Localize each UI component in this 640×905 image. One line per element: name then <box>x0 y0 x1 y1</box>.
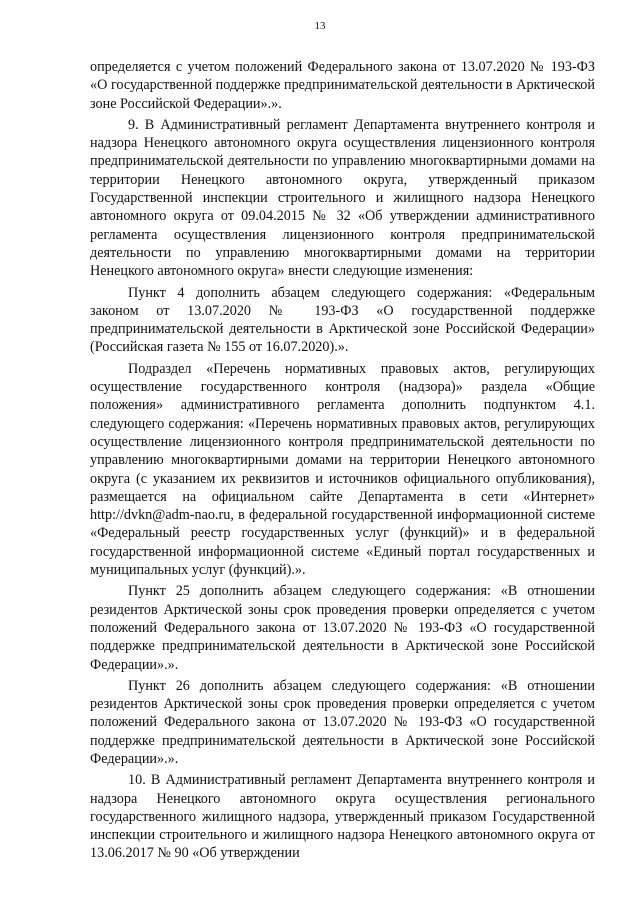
page-number: 13 <box>314 20 326 32</box>
paragraph-podrazdel: Подраздел «Перечень нормативных правовых актов, регулирующих осуществление государственного контроля (надзора)» раздела «Общие положения» административного регламента дополнить подпунктом 4.1. следующего содержания: «Перечень нормативных правовых актов, регулирующих осуществление лицензионного контроля предпринимательской деятельности по управлению многоквартирными домами на территории Ненецкого автономного округа (с указанием их реквизитов и источников официального опубликования), размещается на официальном сайте Департамента в сети «Интернет» http://dvkn@adm-nao.ru, в федеральной государственной информационной системе «Федеральный реестр государственных услуг (функций)» и в федеральной государственной информационной системе «Единый портал государственных и муниципальных услуг (функций).». <box>90 360 595 579</box>
paragraph-continuation: определяется с учетом положений Федерального закона от 13.07.2020 № 193-ФЗ «О государственной поддержке предпринимательской деятельности в Арктической зоне Российской Федерации».». <box>90 59 595 112</box>
paragraph-item-9: 9. В Административный регламент Департамента внутреннего контроля и надзора Ненецкого автономного округа осуществления лицензионного контроля предпринимательской деятельности по управлению многоквартирными домами на территории Ненецкого автономного округа, утвержденный приказом Государственной инспекции строительного и жилищного надзора Ненецкого автономного округа от 09.04.2015 № 32 «Об утверждении административного регламента осуществления лицензионного контроля предпринимательской деятельности по управлению многоквартирными домами на территории Ненецкого автономного округа» внести следующие изменения: <box>90 116 595 280</box>
paragraph-punkt-25: Пункт 25 дополнить абзацем следующего содержания: «В отношении резидентов Арктической зоны срок проведения проверки определяется с учетом положений Федерального закона от 13.07.2020 № 193-ФЗ «О государственной поддержке предпринимательской деятельности в Арктической зоне Российской Федерации».». <box>90 583 595 673</box>
paragraph-punkt-26: Пункт 26 дополнить абзацем следующего содержания: «В отношении резидентов Арктической зоны срок проведения проверки определяется с учетом положений Федерального закона от 13.07.2020 № 193-ФЗ «О государственной поддержке предпринимательской деятельности в Арктической зоне Российской Федерации».». <box>90 677 595 767</box>
paragraph-punkt-4: Пункт 4 дополнить абзацем следующего содержания: «Федеральным законом от 13.07.2020 № 193-ФЗ «О государственной поддержке предпринимательской деятельности в Арктической зоне Российской Федерации» (Российская газета № 155 от 16.07.2020).». <box>90 284 595 356</box>
paragraph-item-10: 10. В Административный регламент Департамента внутреннего контроля и надзора Ненецкого автономного округа осуществления регионального государственного жилищного надзора, утвержденный приказом Государственной инспекции строительного и жилищного надзора Ненецкого автономного округа от 13.06.2017 № 90 «Об утверждении <box>90 772 595 862</box>
document-body <box>90 58 595 863</box>
